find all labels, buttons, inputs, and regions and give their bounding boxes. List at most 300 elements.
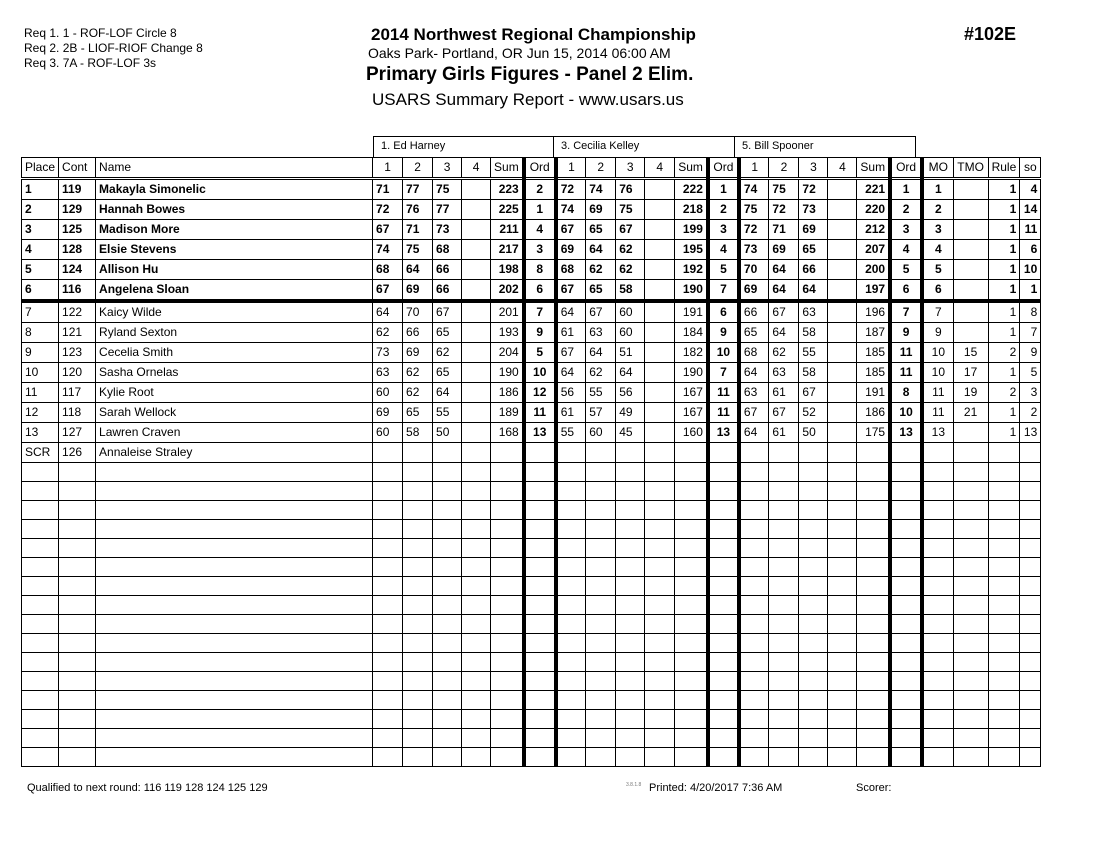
- judge2-sum: [675, 748, 708, 767]
- tmo-cell: [953, 729, 988, 748]
- mo-cell: [922, 729, 953, 748]
- judge1-score-2: 62: [403, 383, 433, 403]
- judge3-score-1: 65: [739, 323, 769, 343]
- rule-cell: 2: [988, 383, 1020, 403]
- mo-cell: 4: [922, 240, 953, 260]
- judge1-score-4: [462, 596, 491, 615]
- judge3-score-1: [739, 615, 769, 634]
- judge3-score-1: [739, 539, 769, 558]
- mo-cell: [922, 615, 953, 634]
- judge2-score-1: [556, 520, 586, 539]
- judge3-score-4: [828, 443, 857, 463]
- judge1-ordinal: [524, 634, 556, 653]
- rule-cell: 1: [988, 280, 1020, 302]
- judge2-ordinal: 7: [708, 280, 739, 302]
- judge2-score-2: 64: [586, 240, 616, 260]
- place-cell: 10: [22, 363, 59, 383]
- judge3-score-2: [769, 729, 799, 748]
- judge1-score-3: [433, 672, 462, 691]
- judge2-score-4: [645, 615, 675, 634]
- tmo-cell: [953, 539, 988, 558]
- judge3-score-3: [799, 691, 828, 710]
- tmo-cell: 21: [953, 403, 988, 423]
- place-cell: [22, 463, 59, 482]
- name-cell: [96, 653, 373, 672]
- judge2-score-3: [616, 729, 645, 748]
- judge1-sum: [491, 748, 524, 767]
- j3-col-ord: Ord: [890, 158, 922, 179]
- judge1-score-1: [373, 653, 403, 672]
- judge3-score-1: [739, 443, 769, 463]
- judge1-ordinal: [524, 748, 556, 767]
- so-cell: [1020, 577, 1041, 596]
- judge3-ordinal: 3: [890, 220, 922, 240]
- judge2-sum: [675, 615, 708, 634]
- name-cell: [96, 482, 373, 501]
- judge2-ordinal: [708, 729, 739, 748]
- mo-cell: [922, 539, 953, 558]
- judge3-sum: 207: [857, 240, 890, 260]
- judge3-sum: [857, 710, 890, 729]
- judge1-ordinal: 2: [524, 179, 556, 200]
- judge2-ordinal: [708, 748, 739, 767]
- judge1-score-1: [373, 482, 403, 501]
- table-row: [22, 443, 1041, 463]
- cont-cell: [59, 748, 96, 767]
- j1-col-1: 1: [373, 158, 403, 179]
- name-cell: Lawren Craven: [96, 423, 373, 443]
- judge3-score-3: [799, 443, 828, 463]
- judge3-score-3: 58: [799, 323, 828, 343]
- judge1-score-1: [373, 634, 403, 653]
- judge1-score-4: [462, 558, 491, 577]
- judge2-score-1: [556, 501, 586, 520]
- judge2-score-2: 62: [586, 260, 616, 280]
- judge3-score-4: [828, 343, 857, 363]
- judge3-score-2: [769, 653, 799, 672]
- judge1-sum: [491, 653, 524, 672]
- judge2-score-2: 65: [586, 280, 616, 302]
- judge2-sum: 192: [675, 260, 708, 280]
- judge1-sum: [491, 577, 524, 596]
- judge3-score-4: [828, 363, 857, 383]
- so-cell: [1020, 539, 1041, 558]
- judge3-ordinal: [890, 558, 922, 577]
- judge1-sum: 198: [491, 260, 524, 280]
- judge2-ordinal: [708, 463, 739, 482]
- judge2-score-4: [645, 200, 675, 220]
- judge3-score-2: [769, 691, 799, 710]
- judge1-score-4: [462, 520, 491, 539]
- judge2-score-3: 49: [616, 403, 645, 423]
- judge3-score-2: [769, 577, 799, 596]
- name-cell: [96, 615, 373, 634]
- judge3-score-4: [828, 653, 857, 672]
- judge2-score-1: 56: [556, 383, 586, 403]
- j2-col-ord: Ord: [708, 158, 739, 179]
- cont-cell: 128: [59, 240, 96, 260]
- mo-cell: [922, 596, 953, 615]
- judge1-ordinal: [524, 577, 556, 596]
- judge1-score-4: [462, 539, 491, 558]
- judge3-sum: [857, 463, 890, 482]
- judge1-sum: [491, 482, 524, 501]
- judge2-score-4: [645, 520, 675, 539]
- judge1-score-3: 67: [433, 301, 462, 323]
- judge1-score-1: [373, 691, 403, 710]
- judge3-score-3: [799, 539, 828, 558]
- mo-cell: [922, 577, 953, 596]
- judge2-ordinal: [708, 577, 739, 596]
- judge1-score-3: [433, 501, 462, 520]
- judge3-score-1: [739, 672, 769, 691]
- judge1-sum: 202: [491, 280, 524, 302]
- judge2-score-2: [586, 463, 616, 482]
- place-cell: 12: [22, 403, 59, 423]
- name-cell: [96, 596, 373, 615]
- rule-cell: [988, 501, 1020, 520]
- mo-cell: 11: [922, 403, 953, 423]
- mo-cell: [922, 558, 953, 577]
- judge2-score-3: 62: [616, 240, 645, 260]
- judge1-score-2: [403, 615, 433, 634]
- judge1-score-3: 65: [433, 323, 462, 343]
- judge1-score-4: [462, 710, 491, 729]
- so-cell: 11: [1020, 220, 1041, 240]
- judge3-sum: 186: [857, 403, 890, 423]
- judge2-score-1: [556, 443, 586, 463]
- judge1-ordinal: 5: [524, 343, 556, 363]
- judge3-score-1: 72: [739, 220, 769, 240]
- judge3-score-1: 63: [739, 383, 769, 403]
- judge2-score-4: [645, 482, 675, 501]
- judge3-score-3: 72: [799, 179, 828, 200]
- judge3-score-3: [799, 463, 828, 482]
- judge2-sum: [675, 443, 708, 463]
- judge3-score-4: [828, 403, 857, 423]
- name-cell: [96, 710, 373, 729]
- judge2-score-3: [616, 672, 645, 691]
- judge1-score-4: [462, 653, 491, 672]
- judge3-score-3: 67: [799, 383, 828, 403]
- judge1-score-2: 64: [403, 260, 433, 280]
- judge2-score-4: [645, 501, 675, 520]
- name-cell: [96, 691, 373, 710]
- judge3-score-2: 67: [769, 403, 799, 423]
- mo-cell: 13: [922, 423, 953, 443]
- cont-cell: [59, 653, 96, 672]
- judge1-ordinal: [524, 729, 556, 748]
- judge1-score-1: 67: [373, 280, 403, 302]
- judge3-sum: 221: [857, 179, 890, 200]
- judge1-sum: 186: [491, 383, 524, 403]
- rule-cell: [988, 482, 1020, 501]
- tmo-cell: [953, 482, 988, 501]
- judge2-score-3: 60: [616, 323, 645, 343]
- col-header-place: Place: [22, 158, 59, 179]
- judge2-sum: [675, 672, 708, 691]
- judge2-ordinal: [708, 520, 739, 539]
- judge2-score-2: [586, 615, 616, 634]
- so-cell: 8: [1020, 301, 1041, 323]
- judge2-score-2: [586, 443, 616, 463]
- judge2-score-4: [645, 558, 675, 577]
- judge2-score-1: [556, 672, 586, 691]
- judge1-score-2: 65: [403, 403, 433, 423]
- judge2-ordinal: 3: [708, 220, 739, 240]
- judge2-ordinal: [708, 672, 739, 691]
- judge3-score-2: [769, 501, 799, 520]
- judge3-ordinal: 5: [890, 260, 922, 280]
- judge1-score-1: [373, 443, 403, 463]
- table-row: [22, 260, 1041, 280]
- judge3-ordinal: [890, 596, 922, 615]
- judge2-score-4: [645, 691, 675, 710]
- name-cell: [96, 748, 373, 767]
- judge1-sum: 211: [491, 220, 524, 240]
- judge1-score-1: 64: [373, 301, 403, 323]
- judge1-score-3: 65: [433, 363, 462, 383]
- judge1-ordinal: [524, 710, 556, 729]
- judge1-score-4: [462, 179, 491, 200]
- judge3-score-2: 67: [769, 301, 799, 323]
- judge3-score-2: 63: [769, 363, 799, 383]
- judge3-score-4: [828, 558, 857, 577]
- judge3-score-3: [799, 615, 828, 634]
- judge1-score-4: [462, 577, 491, 596]
- empty-row: [22, 748, 1041, 767]
- judge2-ordinal: [708, 710, 739, 729]
- judge3-sum: [857, 501, 890, 520]
- judge2-score-2: 63: [586, 323, 616, 343]
- judge3-score-1: 74: [739, 179, 769, 200]
- rule-cell: 1: [988, 323, 1020, 343]
- judge2-score-1: 74: [556, 200, 586, 220]
- judge3-ordinal: 11: [890, 343, 922, 363]
- rule-cell: 1: [988, 179, 1020, 200]
- judge2-score-1: 67: [556, 220, 586, 240]
- rule-cell: [988, 729, 1020, 748]
- judge1-score-1: 71: [373, 179, 403, 200]
- judge1-score-1: 67: [373, 220, 403, 240]
- so-cell: [1020, 729, 1041, 748]
- judge3-ordinal: [890, 501, 922, 520]
- empty-row: [22, 653, 1041, 672]
- cont-cell: [59, 463, 96, 482]
- judge3-score-3: [799, 710, 828, 729]
- judge1-score-1: [373, 577, 403, 596]
- judge3-score-3: [799, 558, 828, 577]
- table-row: [22, 280, 1041, 302]
- judge2-score-2: [586, 653, 616, 672]
- judge2-score-1: [556, 653, 586, 672]
- table-row: [22, 343, 1041, 363]
- judge2-sum: [675, 539, 708, 558]
- judge3-score-4: [828, 423, 857, 443]
- judge2-score-4: [645, 423, 675, 443]
- tmo-cell: 15: [953, 343, 988, 363]
- judge3-score-2: [769, 558, 799, 577]
- judge2-sum: 160: [675, 423, 708, 443]
- judge2-score-2: [586, 596, 616, 615]
- name-cell: Madison More: [96, 220, 373, 240]
- judge1-score-3: 64: [433, 383, 462, 403]
- judge3-score-1: 68: [739, 343, 769, 363]
- judge3-score-2: 64: [769, 323, 799, 343]
- judge1-score-2: 69: [403, 343, 433, 363]
- place-cell: 8: [22, 323, 59, 343]
- so-cell: [1020, 653, 1041, 672]
- rule-cell: 1: [988, 363, 1020, 383]
- report-title: USARS Summary Report - www.usars.us: [372, 90, 684, 109]
- judge2-ordinal: 13: [708, 423, 739, 443]
- judge1-score-4: [462, 729, 491, 748]
- judge1-sum: [491, 558, 524, 577]
- place-cell: [22, 520, 59, 539]
- judge1-score-2: [403, 463, 433, 482]
- tmo-cell: [953, 615, 988, 634]
- rule-cell: [988, 596, 1020, 615]
- mo-cell: [922, 501, 953, 520]
- table-row: [22, 240, 1041, 260]
- judge3-score-4: [828, 301, 857, 323]
- judge2-ordinal: 10: [708, 343, 739, 363]
- cont-cell: [59, 520, 96, 539]
- judge3-score-4: [828, 520, 857, 539]
- col-header-name: Name: [96, 158, 373, 179]
- judge3-score-3: [799, 482, 828, 501]
- mo-cell: 1: [922, 179, 953, 200]
- judge2-ordinal: [708, 691, 739, 710]
- judge1-sum: 225: [491, 200, 524, 220]
- judge1-sum: [491, 501, 524, 520]
- judge2-score-1: 64: [556, 363, 586, 383]
- tmo-cell: [953, 748, 988, 767]
- judge2-score-3: [616, 501, 645, 520]
- judge1-score-1: [373, 558, 403, 577]
- judge2-ordinal: [708, 615, 739, 634]
- tmo-cell: [953, 520, 988, 539]
- judge1-sum: 204: [491, 343, 524, 363]
- judge3-score-4: [828, 710, 857, 729]
- rule-cell: 2: [988, 343, 1020, 363]
- judge3-ordinal: [890, 691, 922, 710]
- judge3-score-2: 64: [769, 260, 799, 280]
- judge2-score-2: 67: [586, 301, 616, 323]
- cont-cell: 125: [59, 220, 96, 240]
- judge3-score-1: [739, 710, 769, 729]
- judge2-score-1: 61: [556, 323, 586, 343]
- judge2-score-1: 72: [556, 179, 586, 200]
- judge3-score-4: [828, 220, 857, 240]
- judge2-score-3: [616, 596, 645, 615]
- judge2-score-3: [616, 558, 645, 577]
- mo-cell: 3: [922, 220, 953, 240]
- judge1-ordinal: [524, 539, 556, 558]
- judge1-sum: 168: [491, 423, 524, 443]
- results-body: [22, 158, 1041, 767]
- rule-cell: 1: [988, 260, 1020, 280]
- judge1-score-3: 77: [433, 200, 462, 220]
- judge3-sum: 187: [857, 323, 890, 343]
- mo-cell: 6: [922, 280, 953, 302]
- judge3-score-1: 73: [739, 240, 769, 260]
- cont-cell: [59, 672, 96, 691]
- cont-cell: [59, 615, 96, 634]
- empty-row: [22, 596, 1041, 615]
- cont-cell: [59, 634, 96, 653]
- j2-col-4: 4: [645, 158, 675, 179]
- cont-cell: 129: [59, 200, 96, 220]
- judge1-score-2: [403, 672, 433, 691]
- judge2-sum: [675, 463, 708, 482]
- judge3-sum: [857, 615, 890, 634]
- judge3-score-1: [739, 482, 769, 501]
- judge1-score-4: [462, 691, 491, 710]
- judge1-score-1: [373, 501, 403, 520]
- cont-cell: 123: [59, 343, 96, 363]
- judge2-ordinal: 6: [708, 301, 739, 323]
- judge3-score-1: [739, 634, 769, 653]
- rule-cell: 1: [988, 220, 1020, 240]
- judge3-score-2: 75: [769, 179, 799, 200]
- judge2-score-3: 51: [616, 343, 645, 363]
- j3-col-3: 3: [799, 158, 828, 179]
- judge1-score-2: [403, 501, 433, 520]
- judge3-score-3: [799, 520, 828, 539]
- judge1-score-1: 63: [373, 363, 403, 383]
- mo-cell: 5: [922, 260, 953, 280]
- place-cell: 11: [22, 383, 59, 403]
- tmo-cell: [953, 240, 988, 260]
- judge2-ordinal: [708, 443, 739, 463]
- judge-header-2: 3. Cecilia Kelley: [553, 136, 735, 158]
- judge1-sum: [491, 729, 524, 748]
- judge2-score-4: [645, 403, 675, 423]
- cont-cell: 122: [59, 301, 96, 323]
- judge2-score-4: [645, 220, 675, 240]
- tmo-cell: [953, 672, 988, 691]
- name-cell: Ryland Sexton: [96, 323, 373, 343]
- judge3-ordinal: [890, 539, 922, 558]
- so-cell: [1020, 672, 1041, 691]
- empty-row: [22, 558, 1041, 577]
- judge1-score-2: 75: [403, 240, 433, 260]
- judge2-score-1: [556, 729, 586, 748]
- tmo-cell: 17: [953, 363, 988, 383]
- place-cell: [22, 748, 59, 767]
- judge3-ordinal: [890, 653, 922, 672]
- judge3-score-3: 69: [799, 220, 828, 240]
- judge3-score-4: [828, 482, 857, 501]
- place-cell: 7: [22, 301, 59, 323]
- judge3-score-3: [799, 748, 828, 767]
- place-cell: [22, 615, 59, 634]
- judge1-score-4: [462, 615, 491, 634]
- tmo-cell: [953, 558, 988, 577]
- judge3-ordinal: [890, 748, 922, 767]
- judge1-ordinal: 7: [524, 301, 556, 323]
- so-cell: 4: [1020, 179, 1041, 200]
- judge2-score-3: [616, 539, 645, 558]
- judge2-score-2: 62: [586, 363, 616, 383]
- judge3-score-1: [739, 520, 769, 539]
- judge3-score-2: [769, 482, 799, 501]
- judge3-score-4: [828, 179, 857, 200]
- mo-cell: 11: [922, 383, 953, 403]
- judge1-sum: [491, 672, 524, 691]
- judge1-score-2: 69: [403, 280, 433, 302]
